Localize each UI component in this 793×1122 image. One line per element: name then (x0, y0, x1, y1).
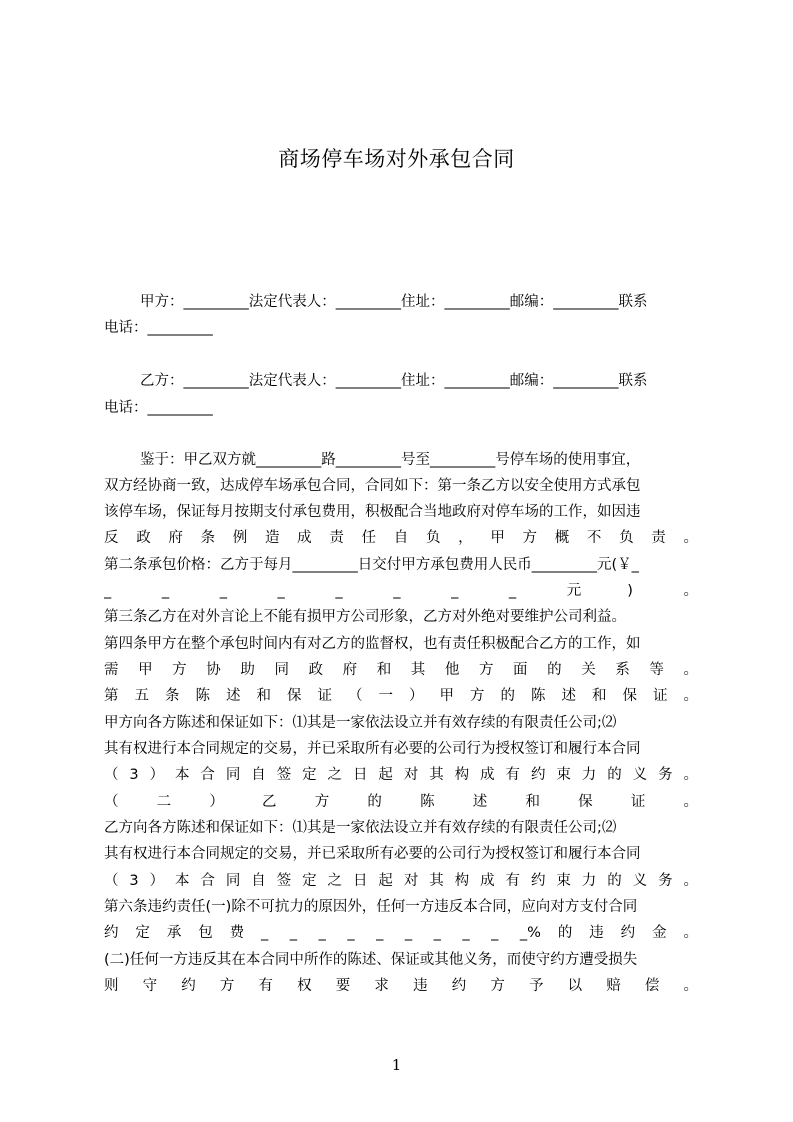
body-line: 需甲方协助同政府和其他方面的关系等。 (104, 662, 698, 678)
body-line: 鉴于：甲乙双方就_________路_________号至_________号停车场的使用事宜， (140, 452, 641, 468)
page-number: 1 (391, 1056, 402, 1074)
body-line: 其有权进行本合同规定的交易，并已采取所有必要的公司行为授权签订和履行本合同 (104, 846, 641, 862)
body-line: 反政府条例造成责任自负，甲方概不负责。 (104, 530, 698, 546)
body-line: 第五条陈述和保证（一）甲方的陈述和保证。 (104, 688, 698, 704)
party-a-line-2: 电话：_________ (104, 320, 213, 336)
body-line: 双方经协商一致，达成停车场承包合同，合同如下：第一条乙方以安全使用方式承包 (104, 478, 641, 494)
body-line: （二）乙方的陈述和保证。 (104, 794, 698, 810)
party-a-line-1: 甲方：_________法定代表人：_________住址：_________邮编：_________联系 (140, 294, 648, 310)
body-line: (二)任何一方违反其在本合同中所作的陈述、保证或其他义务，而使守约方遭受损失 (104, 952, 638, 968)
party-b-line-2: 电话：_________ (104, 400, 213, 416)
body-line: 第四条甲方在整个承包时间内有对乙方的监督权，也有责任积极配合乙方的工作，如 (104, 636, 641, 652)
body-line: 第二条承包价格：乙方于每月_________日交付甲方承包费用人民币_________元(￥_ (104, 557, 639, 573)
body-line: _ _ _ _ _ _ _ _ 元) 。 (104, 583, 698, 599)
body-line: 则守约方有权要求违约方予以赔偿。 (104, 978, 698, 994)
document-title: 商场停车场对外承包合同 (278, 147, 515, 171)
body-line: （3）本合同自签定之日起对其构成有约束力的义务。 (104, 767, 698, 783)
body-line: 甲方向各方陈述和保证如下：⑴其是一家依法设立并有效存续的有限责任公司;⑵ (104, 715, 617, 731)
body-line: （3）本合同自签定之日起对其构成有约束力的义务。 (104, 873, 698, 889)
body-line: 第三条乙方在对外言论上不能有损甲方公司形象，乙方对外绝对要维护公司利益。 (104, 609, 626, 625)
party-b-line-1: 乙方：_________法定代表人：_________住址：_________邮编：_________联系 (140, 373, 648, 389)
body-line: 该停车场，保证每月按期支付承包费用，积极配合当地政府对停车场的工作，如因违 (104, 504, 641, 520)
body-line: 其有权进行本合同规定的交易，并已采取所有必要的公司行为授权签订和履行本合同 (104, 741, 641, 757)
body-line: 约定承包费_ _ _ _ _ _ _ _ _ _%的违约金。 (104, 925, 698, 941)
body-line: 第六条违约责任(一)除不可抗力的原因外，任何一方违反本合同，应向对方支付合同 (104, 899, 638, 915)
body-line: 乙方向各方陈述和保证如下：⑴其是一家依法设立并有效存续的有限责任公司;⑵ (104, 820, 617, 836)
